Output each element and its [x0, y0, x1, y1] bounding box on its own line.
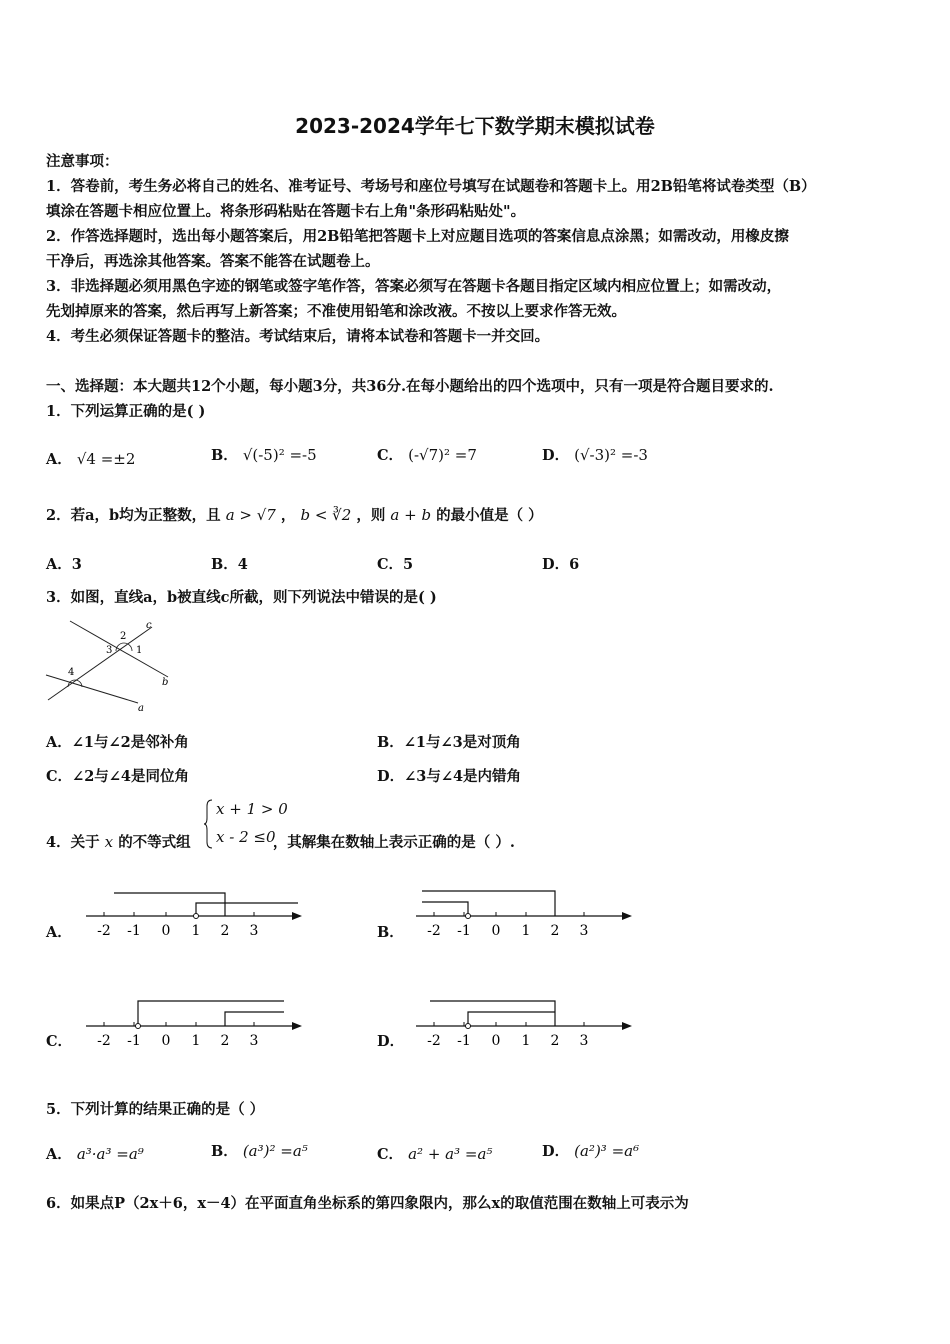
q2-stem: [46, 505, 906, 526]
q5-stem: 5．下列计算的结果正确的是（ ）: [46, 1101, 265, 1118]
tick-b-3: 0: [491, 923, 501, 939]
q6-stem: 6．如果点P（2x＋6，x－4）在平面直角坐标系的第四象限内，那么x的取值范围在数轴上可表示为: [46, 1195, 689, 1212]
label-a: a: [138, 703, 144, 714]
label-3: 3: [106, 645, 113, 656]
q1-option-c: [377, 444, 477, 465]
q5-expr-b: (a³)² =a⁵: [242, 1142, 308, 1160]
q5-option-a: [46, 1143, 144, 1164]
tick-b-1: -2: [427, 923, 441, 939]
q4-numberline-d: [410, 995, 650, 1055]
q3-figure: [40, 615, 180, 715]
notice-line-4: 干净后，再选涂其他答案。答案不能答在试题卷上。: [46, 253, 380, 270]
label-4: 4: [68, 667, 75, 678]
q2-text-3: ，则: [356, 507, 386, 524]
notice-line-5: 3．非选择题必须用黑色字迹的钢笔或签字笔作答，答案必须写在答题卡各题目指定区域内相应位置上；如需改动，: [46, 278, 782, 295]
q1-option-b: [211, 444, 317, 465]
tick-c-5: 2: [220, 1033, 230, 1049]
line-a: [46, 675, 138, 703]
q5-label-d: D．: [542, 1143, 570, 1160]
q1-expr-c: (-√7)² =7: [408, 446, 477, 464]
notice-line-2: 填涂在答题卡相应位置上。将条形码粘贴在答题卡右上角"条形码粘贴处"。: [46, 203, 526, 220]
tick-d-4: 1: [521, 1033, 531, 1049]
tick-b-5: 2: [550, 923, 560, 939]
tick-a-5: 2: [220, 923, 230, 939]
tick-b-6: 3: [579, 923, 589, 939]
q4-numberline-a: [80, 885, 320, 945]
q5-label-a: A．: [46, 1146, 72, 1163]
q1-label-b: B．: [211, 447, 238, 464]
q2-option-a: A．3: [46, 556, 82, 573]
tick-a-2: -1: [127, 923, 141, 939]
q1-label-a: A．: [46, 451, 72, 468]
q3-stem: 3．如图，直线a，b被直线c所截，则下列说法中错误的是( ): [46, 589, 437, 606]
q1-option-d: [542, 444, 648, 465]
q3-option-a: A．∠1与∠2是邻补角: [46, 734, 189, 751]
q2-option-b: B．4: [211, 556, 248, 573]
q2-math-3: a + b: [390, 506, 432, 524]
notice-line-3: 2．作答选择题时，选出每小题答案后，用2B铅笔把答题卡上对应题目选项的答案信息点涂黑；如需改动，用橡皮擦: [46, 228, 789, 245]
q4-brace: [204, 798, 214, 850]
label-1: 1: [136, 645, 143, 656]
q2-text-2: ，: [280, 507, 296, 524]
q4-numberline-b: [410, 885, 650, 945]
section-heading: 一、选择题：本大题共12个小题，每小题3分，共36分.在每小题给出的四个选项中，只有一项是符合题目要求的.: [46, 378, 774, 395]
q1-label-d: D．: [542, 447, 570, 464]
tick-c-6: 3: [249, 1033, 259, 1049]
tick-d-5: 2: [550, 1033, 560, 1049]
q4-label-d: D．: [377, 1033, 405, 1050]
q5-option-b: [211, 1140, 308, 1161]
tick-d-6: 3: [579, 1033, 589, 1049]
tick-b-4: 1: [521, 923, 531, 939]
q5-expr-c: a² + a³ =a⁵: [408, 1145, 493, 1163]
tick-a-6: 3: [249, 923, 259, 939]
tick-c-1: -2: [97, 1033, 111, 1049]
q2-math-1: a > √7: [225, 506, 276, 524]
tick-d-1: -2: [427, 1033, 441, 1049]
q3-option-c: C．∠2与∠4是同位角: [46, 768, 190, 785]
q5-label-b: B．: [211, 1143, 238, 1160]
q2-option-d: D．6: [542, 556, 580, 573]
q3-option-d: D．∠3与∠4是内错角: [377, 768, 522, 785]
tick-a-3: 0: [161, 923, 171, 939]
q1-label-c: C．: [377, 447, 404, 464]
q1-expr-a: √4 =±2: [76, 450, 136, 468]
q4-text-2: 的不等式组: [118, 834, 191, 851]
tick-b-2: -1: [457, 923, 471, 939]
q5-label-c: C．: [377, 1146, 404, 1163]
page-title: 2023-2024学年七下数学期末模拟试卷: [295, 114, 655, 138]
tick-d-2: -1: [457, 1033, 471, 1049]
q1-stem: 1．下列运算正确的是( ): [46, 403, 206, 420]
q5-option-c: [377, 1143, 492, 1164]
q2-text-1: 2．若a，b均为正整数，且: [46, 507, 221, 524]
q4-text-3: ，其解集在数轴上表示正确的是（ ）.: [272, 834, 515, 851]
q4-numberline-c: [80, 995, 320, 1055]
q1-expr-b: √(-5)² =-5: [242, 446, 317, 464]
q4-stem: [46, 824, 906, 853]
q4-system-1: x + 1 > 0: [216, 800, 288, 818]
q5-expr-d: (a²)³ =a⁶: [574, 1142, 640, 1160]
q5-expr-a: a³·a³ =a⁹: [76, 1145, 144, 1163]
tick-a-1: -2: [97, 923, 111, 939]
tick-a-4: 1: [191, 923, 201, 939]
tick-d-3: 0: [491, 1033, 501, 1049]
label-2: 2: [120, 631, 127, 642]
tick-c-2: -1: [127, 1033, 141, 1049]
q1-expr-d: (√-3)² =-3: [574, 446, 648, 464]
q4-label-c: C．: [46, 1033, 73, 1050]
notice-line-7: 4．考生必须保证答题卡的整洁。考试结束后，请将本试卷和答题卡一并交回。: [46, 328, 550, 345]
q2-text-4: 的最小值是（ ）: [436, 507, 543, 524]
q4-text-1: 4．关于: [46, 834, 100, 851]
q4-label-b: B．: [377, 924, 404, 941]
q3-option-b: B．∠1与∠3是对顶角: [377, 734, 521, 751]
label-c: c: [146, 620, 152, 631]
tick-c-3: 0: [161, 1033, 171, 1049]
q4-var: x: [104, 833, 114, 851]
q4-system-2: x - 2 ≤0: [216, 828, 276, 846]
q5-option-d: [542, 1140, 639, 1161]
notice-heading: 注意事项：: [46, 153, 119, 170]
notice-line-1: 1．答卷前，考生务必将自己的姓名、准考证号、考场号和座位号填写在试题卷和答题卡上。用2B铅笔将试卷类型（B）: [46, 178, 816, 195]
q1-option-a: [46, 448, 135, 469]
notice-line-6: 先划掉原来的答案，然后再写上新答案；不准使用铅笔和涂改液。不按以上要求作答无效。: [46, 303, 626, 320]
label-b: b: [162, 677, 169, 688]
q2-math-2: b < ∛2: [300, 506, 352, 524]
q2-option-c: C．5: [377, 556, 414, 573]
line-b: [70, 621, 168, 677]
q4-label-a: A．: [46, 924, 72, 941]
tick-c-4: 1: [191, 1033, 201, 1049]
